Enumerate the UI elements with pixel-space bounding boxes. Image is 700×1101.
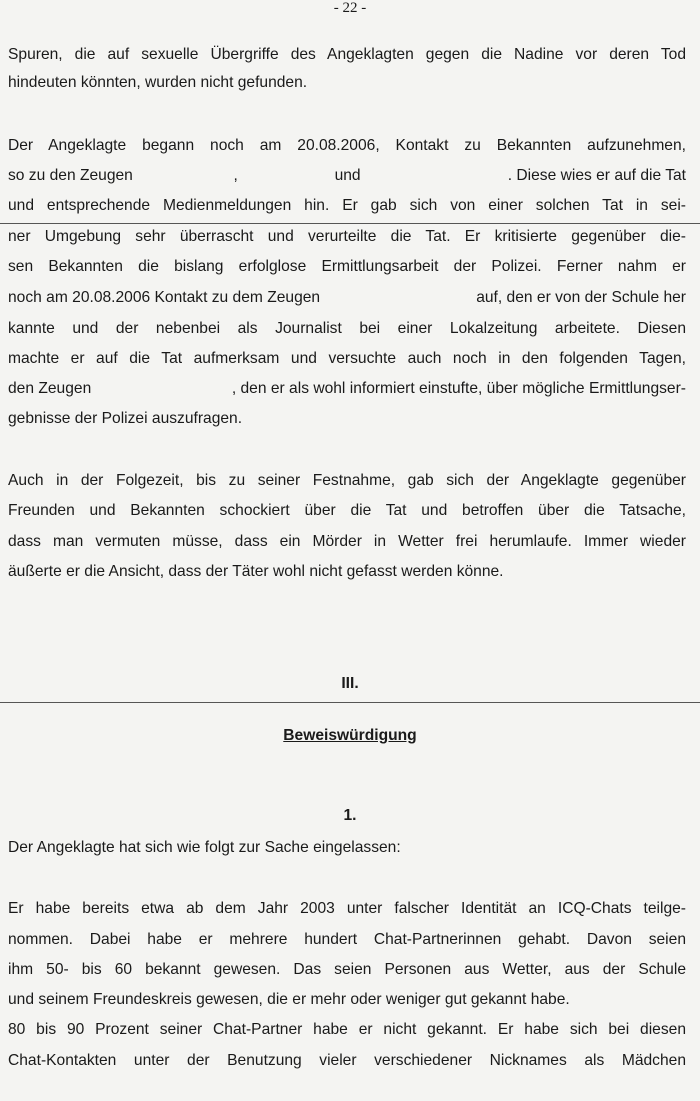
paragraph-2-line-10: gebnisse der Polizei auszufragen. [8, 410, 243, 427]
paragraph-2-line-8: machte er auf die Tat aufmerksam und versuchte auch noch in den folgenden Tagen, [8, 350, 686, 367]
text-segment: und [334, 167, 361, 184]
paragraph-5-line-4: und seinem Freundeskreis gewesen, die er mehr oder weniger gut gekannt habe. [8, 991, 570, 1008]
paragraph-2-line-3: und entsprechende Medienmeldungen hin. Er gab sich von einer solchen Tat in sei- [8, 197, 686, 214]
paragraph-2-line-6 [8, 287, 686, 309]
paragraph-5-line-5: 80 bis 90 Prozent seiner Chat-Partner habe er nicht gekannt. Er habe sich bei diesen [8, 1021, 686, 1038]
paragraph-5-line-3: ihm 50- bis 60 bekannt gewesen. Das seien Personen aus Wetter, aus der Schule [8, 961, 686, 978]
paragraph-2-line-7: kannte und der nebenbei als Journalist bei einer Lokalzeitung arbeitete. Diesen [8, 320, 686, 337]
paragraph-4: Der Angeklagte hat sich wie folgt zur Sache eingelassen: [8, 839, 401, 856]
fold-line [0, 223, 700, 224]
paragraph-5-line-2: nommen. Dabei habe er mehrere hundert Chat-Partnerinnen gehabt. Davon seien [8, 931, 686, 948]
paragraph-5-line-1: Er habe bereits etwa ab dem Jahr 2003 unter falscher Identität an ICQ-Chats teilge- [8, 900, 686, 917]
subsection-number: 1. [343, 807, 357, 824]
paragraph-2-line-5: sen Bekannten die bislang erfolglose Ermittlungsarbeit der Polizei. Ferner nahm er [8, 258, 686, 275]
text-segment: . Diese wies er auf die Tat [507, 167, 686, 184]
paragraph-3-line-1: Auch in der Folgezeit, bis zu seiner Festnahme, gab sich der Angeklagte gegenüber [8, 472, 686, 489]
paragraph-1-line-2: hindeuten könnten, wurden nicht gefunden. [8, 74, 308, 91]
paragraph-3-line-4: äußerte er die Ansicht, dass der Täter wohl nicht gefasst werden könne. [8, 563, 504, 580]
paragraph-3-line-2: Freunden und Bekannten schockiert über die Tat und betroffen über die Tatsache, [8, 502, 686, 519]
section-numeral: III. [341, 675, 359, 692]
text-segment: , den er als wohl informiert einstufte, über mögliche Ermittlungser- [231, 380, 686, 397]
text-segment: , [233, 167, 238, 184]
paragraph-1-line-1: Spuren, die auf sexuelle Übergriffe des Angeklagten gegen die Nadine vor deren Tod [8, 46, 686, 63]
paragraph-5-line-6: Chat-Kontakten unter der Benutzung vieler verschiedener Nicknames als Mädchen [8, 1052, 686, 1069]
page-number: - 22 - [333, 0, 367, 16]
paragraph-2-line-9 [8, 378, 686, 400]
text-segment: so zu den Zeugen [8, 167, 133, 184]
fold-line [0, 702, 700, 703]
paragraph-2-line-2 [8, 165, 686, 187]
text-segment: noch am 20.08.2006 Kontakt zu dem Zeugen [8, 289, 321, 306]
paragraph-2-line-1: Der Angeklagte begann noch am 20.08.2006, Kontakt zu Bekannten aufzunehmen, [8, 137, 686, 154]
paragraph-2-line-4: ner Umgebung sehr überrascht und verurteilte die Tat. Er kritisierte gegenüber die- [8, 228, 686, 245]
section-heading: Beweiswürdigung [283, 727, 417, 744]
paragraph-3-line-3: dass man vermuten müsse, dass ein Mörder in Wetter frei herumlaufe. Immer wieder [8, 533, 686, 550]
text-segment: auf, den er von der Schule her [476, 289, 686, 306]
text-segment: den Zeugen [8, 380, 92, 397]
